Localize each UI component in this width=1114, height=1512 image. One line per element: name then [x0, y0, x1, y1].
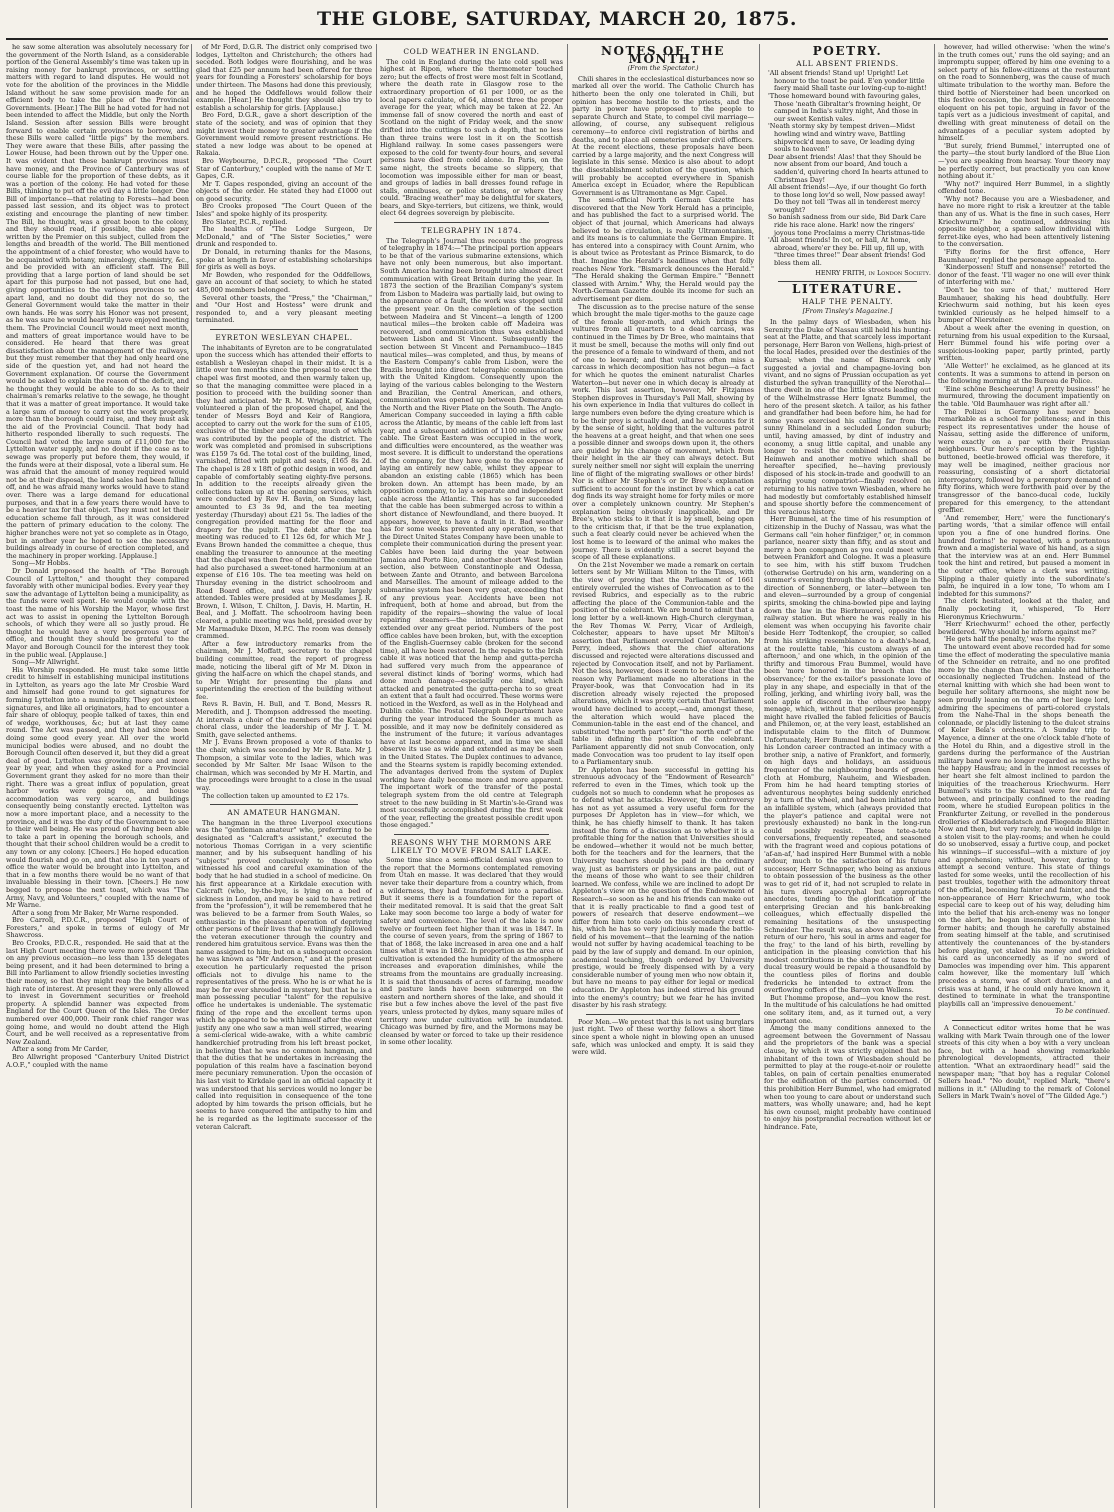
paragraph: After a song from Mr Baker, Mr Warne responded. — [12, 908, 179, 917]
paragraph: Bro Slater, P.C.R., replied. — [202, 217, 288, 226]
paragraph: Chili shares in the ecclesiastical disturbances now so marked all over the world. The Catholic Church has hitherto been the only one tolerated in Chili, but opinion has become hostile to the priests, and the party in power have proposed to the people to separate Church and State, to compel civil marriage—allowing, of course, any subsequent religious ceremony—to enforce civil registration of births and deaths, and to place all cemeteries under civil officers. At the recent elections, these proposals have been carried by a large majority, and the next Congress will legislate in this sense. Mexico is also about to adopt the disestablishment solution of the question, which will probably be accepted everywhere in Spanish America except in Ecuador, where the Republican Government is as Ultramontane as Mgr. Capel. — [572, 74, 754, 197]
paragraph: After a few introductory remarks from the chairman, Mr J. Moffatt, secretary to the chapel building committee, read the report of progress made, noticing the liberal gift of Mr M. Dixon in giving the half-acre on which the chapel stands, and to Mr Wright for presenting the plans and superintending the erection of the building without fee. — [196, 639, 372, 701]
article-heading: COLD WEATHER IN ENGLAND. — [403, 47, 540, 56]
column-separator — [567, 44, 568, 1508]
paragraph: The collection taken up amounted to £2 17s. — [202, 791, 350, 800]
paragraph: 'Don't be too sure of that,' muttered Herr Baumhauer, shaking his head doubtfully. Herr Kriechwurm said nothing, but his keen eyes twinkled curiously as he helped himself to a bumper of Niersteiner. — [938, 286, 1110, 325]
paragraph: Mr T. Gapes responded, giving an account of the objects of the order. He stated they had £1000 out on good security. — [196, 179, 372, 203]
paragraph: Song—Mr Hobbs. — [12, 559, 71, 568]
paragraph: A Connecticut editor writes home that he was walking with Mark Twain through one of the lower streets of this city when a boy with a very unclean face, but with a head showing remarkable phrenological developments, attracted their attention. "What an extraordinary head!" said the newspaper man; "that boy has a regular Colonel Sellers head." "No doubt," replied Mark, "there's millions in it." (Alluding to the remark of Colonel Sellers in Mark Twain's novel of "The Gilded Age.") — [938, 1024, 1110, 1101]
paragraph: 'He gets half the penalty,' was the reply. — [944, 635, 1076, 644]
article-heading: TELEGRAPHY IN 1874. — [421, 226, 522, 236]
paragraph: The clerk hesitated, looked at the thaler, and finally pocketing it, whispered, 'To Herr Hieronymus Kriechwurm.' — [938, 597, 1110, 621]
poem — [764, 70, 931, 267]
column-2 — [196, 44, 372, 1508]
paragraph: On the 21st November we made a remark on certain letters sent by Mr William Milton to the Times, with the view of proving that the Parliament of 1661 entirely overruled the wishes of Convocation as to the revised Rubrics, and especially as to the rubric affecting the place of the Communion-table and the position of the celebrant. We are bound to admit that a long letter by a well-known High-Church clergyman, the Rev Thomas W. Perry, Vicar of Ardleigh, Colchester, appears to have upset Mr Milton's assertion that Parliament overruled Convocation. Mr Perry, indeed, shows that the chief alterations discussed and rejected were alterations discussed and rejected by Convocation itself, and not by Parliament. Not the less, however, does it seem to be clear that the reason why Parliament made no alterations in the Prayer-book, was that Convocation had in its discretion already wisely rejected the proposed alterations, which it was pretty certain that Parliament would have declined to accept,—and, amongst these, the alteration which would have placed the Communion-table in the east end of the chancel, and substituted "the north part" for "the north end" of the table in defining the position of the celebrant. Parliament apparently did not snub Convocation, only made Convocation was too prudent to lay itself open to a Parliamentary snub. — [572, 560, 754, 767]
paragraph: Poor Men.—We protest that this is not using burglars just right. Two of these worthy fellows a short time since spent a whole night in blowing open an unused safe, which was unlocked and empty. It is said they were wild. — [572, 1017, 754, 1057]
article-rule — [952, 1020, 1096, 1021]
paragraph: His Worship responded. He must take some little credit to himself in establishing municipal institutions in Lyttelton, as years ago the late Mr Crosbie Ward and himself had gone round to get signatures for forming Lyttelton into a municipality. They got sixteen signatures, and like all originators, had to encounter a fair share of obloquy, people talked of taxes, thin end of wedge, workhouses, &c; but at last they came round. The Act was passed, and they had since been doing some good every year. All over the world municipal bodies were abused, and no doubt the Borough Council often deserved it, but they did a great deal of good. Lyttelton was growing more and more year by year, and when they asked for a Provincial Government grant they asked for no more than their right. There was a great influx of population, great harbor works were going on, and house accommodation was very scarce, and buildings consequently being constantly erected. Lyttelton was now a more important place, and a necessity to the province, and it was the duty of the Government to see to their well being. He was proud of having been able to take a part in opening the borough schools, and thought that their school children would be a credit to any town or any colony. [Cheers.] He hoped education would flourish and go on, and that also in ten years of office the water would be brought into Lyttelton, and that in a few months there would be no want of that invaluable blessing in their town. [Cheers.] He now begged to propose the next toast, which was "The Army, Navy, and Volunteers," coupled with the name of Mr Warne. — [6, 665, 189, 910]
section-heading: LITERATURE. — [791, 282, 904, 297]
section-heading: NOTES OF THE MONTH. — [600, 44, 726, 66]
poem-stanza: Dear absent friends! Alas! that they Should be now absent from our board, And touch a sadden'd, quivering chord In hearts attuned to Christmas Day! — [768, 152, 929, 184]
paragraph: Several other toasts, the "Press," the "Chairman," and "Our Host and Hostess" were drunk and responded to, and a very pleasant meeting terminated. — [196, 293, 372, 325]
column-separator — [376, 44, 377, 1508]
paragraph: Bro Weybourne, D.P.C.R., proposed "The Court Star of Canterbury," coupled with the name of Mr T. Gapes, C.R. — [196, 156, 372, 181]
paragraph: The discussion as to the precise nature of the sense which brought the male tiger-moths to the gauze cage of the female tiger-moth, and which brings the vultures from all quarters to a dead carcass, was continued in the Times by Dr Bree, who maintains that it must be smell, because the moths will only find out the presence of a female to windward of them, and not of one to leeward; and that vultures often miss a carcass in which decomposition has not begun—a fact for which he quotes the eminent naturalist Charles Waterton—but never one in which decay is already at work. This last assertion, however, Mr Fitzjames Stephen disproves in Thursday's Pall Mall, showing by his own experience in India that vultures do collect in large numbers even before the dying creature which is to be their prey is actually dead, and he accounts for it by the sense of sight, holding that the vultures patrol the heavens at a great height, and that when one sees a possible dinner and swoops down upon it, the others are guided by his change of movement, which from their height in the air they can always detect. But surely neither smell nor sight will explain the unerring line of flight of the migrating swallows or other birds! Nor is either Mr Stephen's or Dr Bree's explanation sufficient to account for the instinct by which a cat or dog finds its way straight home for forty miles or more over a completely unknown country. Mr Stephen's explanation being obviously inapplicable, and Dr Bree's, who sticks to it that it is by smell, being open to the criticism that, if that be the true explanation, such a feat clearly could never be achieved when the lost home is to leeward of the animal who makes the journey. There is evidently still a secret beyond the scope of all these explanations. — [572, 302, 754, 562]
paragraph: he saw some alteration was absolutely necessary for the government of the North Island, as a considerable portion of the General Assembly's time was taken up in raising money for bankrupt provinces, or settling matters with regard to land disputes. He would not vote for the abolition of the provinces in the Middle Island without he saw some provision made for an efficient body to take the place of the Provincial Governments. [Hear.] The Bill he had voted for had not been intended to affect the Middle, but only the North Island. Session after session Bills were brought forward to enable certain provinces to borrow, and these Bills were called "little pigs" by the members. They were aware that these Bills, after passing the Lower House, had been thrown out by the Upper one. It was evident that these bankrupt provinces must have money, and the Province of Canterbury was of course liable for the proportion of these debts, as it was a portion of the colony. He had voted for these Bills, thinking to put off the evil day a little longer. One Bill of importance—that relating to Forests—had been passed last session, and its object was to protect existing and encourage the planting of new timber. The Bill, he thought, was a great boon to the colony, and they should read, if possible, the able paper written by the Premier on this subject, culled from the lengths and breadth of the world. The Bill mentioned the appointment of a chief forester, who would have to be acquainted with botany, mineralogy, chemistry, &c., and be provided with an efficient staff. The Bill providing that a large portion of land should be set apart for this purpose had not passed, but one had, giving opportunities to the various provinces to set apart land, and no doubt did they not do so, the General Government would take the matter in their own hands. He was sorry his Honor was not present, as he was sure he would heartily have enjoyed meeting them. The Provincial Council would meet next month, and matters of great importance would have to be considered. He heard that there was great dissatisfaction about the management of the railways, but they must remember that they had only heard one side of the question yet, and had not heard the Government explanation. Of course the Government would be asked to explain the reason of the deficit, and he thought they would be able to do so. As to their chairman's remarks relative to the sewage, he thought that it was a matter of great importance. It would take a large sum of money to carry out the work properly, more than the borough could raise, and they must ask the aid of the Provincial Council. That body had hitherto responded liberally to such requests. The Council had voted the large sum of £11,000 for the Lyttelton water supply, and no doubt if the case as to sewage was properly put before them, they would, if the funds were at their disposal, vote a liberal sum. He was afraid that the amount of money required would not be at their disposal, the land sales had been falling off, and he was afraid many works would have to stand over. There was a large demand for educational purposes, and that in a few years there would have to be a heavier tax for that object. They must not let their education scheme fall through, as it was considered the pattern of primary education to the colony. The higher branches were not yet so complete as in Otago, but in another year he hoped to see the necessary buildings already in course of erection completed, and the machinery in proper working. [Applause.] — [6, 44, 189, 560]
column-5 — [764, 44, 931, 1508]
paragraph: Mr Bowden, who responded for the Oddfellows, gave an account of that society, to which he stated 485,000 members belonged. — [196, 270, 372, 294]
paragraph: Dr Donald proposed the health of "The Borough Council of Lyttelton," and thought they compared favorably with other municipal bodies. Every year they saw the advantage of Lyttelton being a municipality, as the funds were well spent. He would couple with the toast the name of his Worship the Mayor, whose first act was to assist in opening the Lyttelton Borough schools, of which they were all so justly proud. He thought he would have a very prosperous year of office, and thought they should be grateful to the Mayor and Borough Council for the interest they took in the public weal. [Applause.] — [6, 566, 189, 659]
paragraph: The Polizei in Germany has never been remarkable as a school for politeness; and in this respect its representatives under the house of Nassau, setting aside the difference of uniform, were exactly on a par with their Prussian neighbours. Our hero's reception by the tightly-buttoned, beetle-browed official was therefore, it may well be imagined, neither gracious nor reassuring, consisting of a short dictatorial interrogatory, followed by a peremptory demand of fifty florins, which were forthwith paid over by the transgressor of the banco-ducal code, luckily prepared for this emergency, to the attendant greffier. — [938, 407, 1110, 515]
article-rule — [210, 804, 358, 805]
poem-stanza: All absent friends!—Aye, if our thought Go forth to those long lov'd so well, Now passed away! Do they not tell 'Twas all in tenderest mercy wrought? — [768, 183, 927, 214]
paragraph: The semi-official North German Gazette has discovered that the New York Herald has a principle, and has published the fact to a surprised world. The object of that journal, which Americans had always believed to be circulation, is really Ultramontanism, and its means is to calumniate the German Empire. It has entered into a conspiracy with Count Arnim, who is about twice as Protestant as Prince Bismarck, to do that. Imagine the Herald's headlines when that folly reaches New York. "Bismarck denounces the Herald." "The Herald shaking the German Empire." "Bennett classed with Arnim." Why, the Herald would pay the North-German Gazette double its income for such an advertisement per diem. — [572, 196, 754, 303]
column-separator — [934, 44, 935, 1508]
section-source: (From the Spectator.) — [627, 64, 699, 73]
paragraph: 'And remember, Herr,' were the functionary's parting words, 'that a similar offence will entail upon you a fine of one hundred florins. One hundred florins!' he repeated, with a portentous frown and a magisterial wave of his hand, as a sign that the interview was at an end. Herr Bummel took the hint and retired, but paused a moment in the outer office, where a clerk was writing. Slipping a thaler quietly into the subordinate's palm, he inquired in a low tone, 'To whom am I indebted for this summons?' — [938, 513, 1110, 598]
paragraph: Bro Ford, D.G.R., gave a short description of the state of the society, and was of opinion that they might invest their money to greater advantage if the Government would remove present restrictions. He stated a new lodge was about to be opened at Rakaia. — [196, 111, 372, 158]
poem-signature: HENRY FRITH, in London Society. — [815, 268, 931, 277]
column-4 — [572, 44, 754, 1508]
article-rule — [210, 329, 358, 330]
paragraph: 'Why not? Because you are a Wiesbadener, and have no more right to risk a kreutzer at the table than any of us. What is the fine in such cases, Herr Kriechwurm?' he continued, addressing his opposite neighbor, a spare sallow individual with ferret-like eyes, who had been attentively listening to the conversation. — [938, 194, 1110, 249]
article-rule — [394, 834, 549, 835]
paragraph: 'But surely, friend Bummel,' interrupted one of the party—the stout burly landlord of the Blue Lion—'you are speaking from hearsay. Your theory may be perfectly correct, but practically you can know nothing about it.' — [938, 141, 1110, 181]
paragraph: 'Kinderpossen! Stuff and nonsense!' retorted the donor of the feast. 'I'll wager no one will ever think of interfering with me.' — [938, 263, 1110, 287]
paragraph: Bro Crooks proposed "The Court Queen of the Isles" and spoke highly of its prosperity. — [196, 202, 372, 219]
paragraph: Mr J. Evans Brown proposed a vote of thanks to the chair, which was seconded by Mr R. Bate. Mr J. Thompson, a similar vote to the ladies, which was seconded by Mr Salter. Mr Isaac Wilson to the chairman, which was seconded by Mr H. Martin, and the proceedings were brought to a close in the usual way. — [196, 738, 372, 792]
paragraph: Dr Appleton has been successful in getting his strenuous advocacy of the "Endowment of Research" referred to even in the Times, which took up the cudgels not so much to condemn what he proposes as to defend what he attacks. However, the controversy has not as yet assumed a very useful form for the purposes Dr Appleton has in view—for which, we think, he has chiefly himself to thank. It has taken instead the form of a discussion as to whether it is a profitable thing for the nation that Universities should be endowed—whether it would not be much better, both for the teachers and for the learners, that the University teachers should be paid in the ordinary way, just as barristers or physicians are paid, out of the means of those who want to see their children learned. We confess, while we are inclined to adopt Dr Appleton's view on the question of the Endowment of Research—so soon as he and his friends can make out that it is really practicable to find a good test of powers of research that deserve endowment—we differ from him toto caelo on this secondary crest of his, which he has so very judiciously made the battle-field of his movement—that the learning of the nation would not suffer by having academical teaching to be paid by the law of supply and demand. In our opinion, academical teaching, though ordered by University prestige, would be freely dispensed with by a very considerable number of young men who now obtain it, but have no means to pay either for legal or medical education. Dr Appleton has indeed stirred his ground into the enemy's country; but we fear he has invited disaster by his rash strategy. — [572, 765, 754, 1010]
poem-stanza: 'Those homeward bound with favouring gales, Those 'neath Gibraltar's frowning height, Or camped in India's sultry night, And those in our sweet Kentish vales. — [768, 91, 921, 123]
paragraph: In the palmy days of Wiesbaden, when his Serenity the Duke of Nassau still held his hunting-seat at the Platte, and that scarcely less important personage, Herr Baron von Wellens, high-priest of the local Hades, presided over the destinies of the Kursaal; when the name of Bismarck only suggested a jovial and champagne-loving bon vivant, and no signs of Prussian occupation as yet disturbed the sylvan tranquillity of the Nerothal—there dwelt in one of the little streets leading out of the Wilhelmstrasse Herr Ignatz Bummel, the hero of the present sketch. A tailor, as his father and grandfather had been before him, he had for some years exercised his calling far from the sunny Rhineland in a secluded London suburb; until, having amassed, by dint of industry and economy, a snug little capital, and unable any longer to resist the combined influences of Heimweh and another motive which shall be hereafter specified, he—having previously disposed of his stock-in-trade and goodwill to an aspiring young compatriot—finally resolved on returning to his native town Wiesbaden, where he had modestly but comfortably established himself and spouse shortly before the commencement of this veracious history. — [764, 318, 931, 516]
column-1 — [6, 44, 189, 1508]
column-6 — [938, 44, 1110, 1508]
paragraph: The untoward event above recorded had for some time the effect of moderating the speculative mania of the Schneider en retraite, and no one profited more by the change than the amiable and hitherto occasionally neglected Trudchen. Instead of the eternal knitting with which she had been wont to beguile her solitary afternoons, she might now be seen proudly leaning on the arm of her liege lord, admiring the specimens of parti-colored crystals from the Nahe-Thal in the shops beneath the colonnade, or placidly listening to the dulcet strains of Keler Bela's orchestra. A Sunday trip to Mayence, a dinner at the one o'clock table d'hote of the Hotel du Rhin, and a digestive stroll in the gardens during the performance of the Austrian military band were no longer regarded as myths by the happy Hausfrau; and in the inmost recesses of her heart she felt almost inclined to pardon the iniquities of the treacherous Kriechwurm. Herr Bummel's visits to the Kursaal were few and far between, and principally confined to the reading room, where he studied European politics in the Frankfurter Zeitung, or revelled in the ponderous drolleries of Kladderadatsch and Fliegende Blätter. Now and then, but very rarely, he would indulge in a stolen visit to the play-rooms; and when he could do so unobserved, essay a furtive coup, and pocket his winnings—if successful—with a mixture of joy and apprehension; without, however, daring to attempt a second venture. This state of things lasted for some weeks, until the recollection of his past troubles, together with the admonitory threat of the official, becoming fainter and fainter, and the non-appearance of Herr Kriechwurm, who took especial care to keep out of his way, deluding him into the belief that his arch-enemy was no longer on the alert, he began insensibly to resume his former habits; and though he carefully abstained from seating himself at the table, and scrutinised attentively the countenances of the by-standers before playing, yet staked his money and pricked his card as unconcernedly as if no sword of Damocles was impending over him. This apparent calm however, like the momentary lull which precedes a storm, was of short duration, and a crisis was at hand, if he could only have known it, destined to terminate in what the transpontine playbills call an 'impressive denouement.' — [938, 642, 1110, 1008]
paragraph: Revs R. Bavin, H. Bull, and T. Bond, Messrs R. Meredith, and J. Thompson addressed the meeting. At intervals a choir of the members of the Kaiapoi choral class, under the leadership of Mr J. T. M. Smith, gave selected anthems. — [196, 700, 372, 739]
column-separator — [191, 44, 192, 1508]
poem-title: ALL ABSENT FRIENDS. — [796, 58, 899, 68]
paragraph: 'Fifty florins for the first offence, Herr Baumhauer,' replied the personage appealed to. — [938, 248, 1110, 264]
article-heading: REASONS WHY THE MORMONS ARE LIKELY TO MOVE FROM SALT LAKE. — [391, 837, 552, 855]
paragraph: Song—Mr Allwright. — [12, 658, 80, 667]
paragraph: The hangman in the three Liverpool executions was the "gentleman amateur" who, preferring to be designated as "Calcraft's assistant," executed the notorious Thomas Corrigan in a very scientific manner, and by his subsequent handling of his "subjects" proved conclusively to those who witnessed his cool and careful examination of the body that he had studied in a school of medicine. On his first appearance at a Kirkdale execution with Calcraft (who, by-the-bye, is lying on a bed of sickness in London, and may be said to have retired from the "profession"), it will be remembered that he was believed to be a farmer from South Wales, so enthusiastic in the pleasant operation of depriving other persons of their lives that he willingly followed the veteran executioner through the country and rendered him gratuitous service. Evans was then the name assigned to him; but on a subsequent occasion he was known as "Mr Anderson," and at the present execution he particularly requested the prison officials not to divulge his name to the representatives of the press. Who he is or what he is may be for ever shrouded in mystery, but that he is a man possessing peculiar "talent" for the repulsive office he undertakes is undeniable. The systematic fixing of the rope and the excellent terms upon which he appeared to be with himself after the event justify any one who saw a man well stirred, wearing a semi-clerical wide-awake, with a white cambric handkerchief protruding from his left breast pocket, in believing that he was no common hangman, and that the duties that he undertakes in increasing the population of this realm have a fascination beyond mere pecuniary remuneration. Upon the occasion of his last visit to Kirkdale gaol in an official capacity it was understood that his services would no longer be called into requisition in consequence of the tone adopted by him towards the prison officials, but he seems to have conquered the antipathy to him and he is regarded as the legitimate successor of the veteran Calcraft. — [196, 818, 372, 1131]
article-rule — [394, 222, 549, 223]
paragraph: But l'homme propose, and—you know the rest. In the multitude of his calculations he had omitted one solitary item, and, as it turned out, a very important one. — [764, 993, 931, 1025]
paragraph: 'Why not?' inquired Herr Bummel, in a slightly offended tone. — [938, 179, 1110, 196]
article-heading: EYRETON WESLEYAN CHAPEL. — [215, 332, 353, 342]
paragraph: Some time since a semi-official denial was given to the report that the Mormons contemplated removing from Utah en masse. It was declared that they would never take their departure from a country which, from a wilderness, they had transformed into a paradise. But it seems there is a foundation for the report of their meditated removal. It is said that the great Salt Lake may soon become too large a body of water for safety and convenience. The level of the lake is now twelve or fourteen feet higher than it was in 1847. In the course of seven years, from the spring of 1867 to that of 1868, the lake increased in area one and a half times what it was in 1862. In proportion as the area of cultivation is extended the humidity of the atmosphere increases and evaporation diminishes, while the streams from the mountains are gradually increasing. It is said that thousands of acres of farming, meadow and pasture lands have been submerged on the eastern and northern shores of the lake, and should it rise but a few inches above the level of the past five years, unless protected by dykes, many square miles of territory now under cultivation will be inundated. Chicago was burned by fire, and the Mormons may be cleansed by water or forced to take up their residence in some other locality. — [380, 856, 563, 1047]
paragraph: Among the many conditions annexed to the agreement between the Government of Nassau and the proprietors of the bank was a special clause, by which it was strictly enjoined that no inhabitant of the town of Wiesbaden should be permitted to play at the rouge-et-noir or roulette tables, on pain of certain penalties enumerated for the edification of the parties concerned. Of this prohibition Herr Bummel, who had emigrated when too young to care about or understand such matters, was wholly unaware; and, had he kept his own counsel, might probably have continued to enjoy his postprandial recreation without let or hindrance. Fate, — [764, 1024, 931, 1131]
poem-stanza: So banish sadness from our side, Bid Dark Care ride his race alone. Hark! now the ringers' joyous tone Proclaims a merry Christmas-tide — [768, 213, 927, 237]
paragraph: however, had willed otherwise: 'when the wine's in the truth comes out,' runs the old saying; and an impromptu supper, offered by him one evening to a select party of his fellow-citizens at the restaurant on the road to Sonnenberg, was the cause of much ultimate tribulation to the worthy man. Before the third bottle of Niersteiner had been uncorked on this festive occasion, the host had already become eloquent on his pet topic, arguing in favor of the tapis vert as a judicious investment of capital, and dwelling with great minuteness of detail on the advantages of a peculiar system adopted by himself. — [938, 44, 1110, 143]
paragraph: About a week after the evening in question, on returning from his usual expedition to the Kursaal, Herr Bummel found his wife poring over a suspicious-looking paper, partly printed, partly written. — [938, 323, 1110, 363]
to-be-continued: To be continued. — [1055, 1007, 1110, 1016]
masthead: THE GLOBE, SATURDAY, MARCH 20, 1875. — [316, 8, 798, 30]
article-heading: AN AMATEUR HANGMAN. — [227, 808, 341, 818]
paragraph: After a song from Mr Carder, — [12, 1045, 109, 1054]
poem-stanza: 'All absent friends! In cot, or hall, At home, abroad, where'er they be. Fill up, fill up, with "three times three!" Dear absent friends! God bless them all. — [768, 236, 926, 268]
paragraph: The healths of "The Lodge Surgeon, Dr McDonald," and of "The Sister Societies," were drunk and responded to. — [196, 225, 372, 249]
paragraph: The Telegraph's Journal thus recounts the progress of telegraphy in 1874:—"The principal portion appears to be that of the various submarine extensions, which have not only been numerous, but also important. South America having been brought into almost direct communication with Great Britain during the year. In 1873 the section of the Brazilian Company's system from Lisbon to Madeira was partially laid, but owing to the appearance of a fault, the work was stopped until the present year. On the completion of the section between Madeira and St Vincent—a length of 1200 nautical miles—the broken cable off Madeira was recovered, and communication thus was established between Lisbon and St Vincent. Subsequently the section between St Vincent and Pernambuco—1845 nautical miles—was completed, and thus, by means of the Eastern Company's cable from Lisbon, were the Brazils brought into direct telegraphic communication with the United Kingdom. Consequently upon the laying of the various cables belonging to the Western and Brazilian, the Central American, and others, communication was opened up between Demerara on the North and the River Plate on the South. The Anglo-American Company succeeded in laying a fifth cable across the Atlantic, by means of the cable left from last year, and a subsequent addition of 1100 miles of new cable. The Great Eastern was occupied in the work, and difficulties were encountered, as the weather was most severe. It is difficult to understand the operations of the company, for they have gone to the expense of laying an entirely new cable, whilst they appear to abandon an existing cable (1865) which has been broken down. An attempt has been made, by an opposition company, to lay a separate and independent cable across the Atlantic. This has so far succeeded that the cable has been submerged across to within a short distance of Newfoundland, and there buoyed. It appears, however, to have a fault in it. Bad weather has for some weeks prevented any operation, so that the Direct United States Company have been unable to complete their communication during the present year. Cables have been laid during the year between Jamaica and Porto Rico, and another short West Indian section, also between Constantinople and Odessa, between Zante and Otranto, and between Barcelona and Marseilles. The amount of mileage added to the submarine system has been very great, exceeding that of any previous year. Accidents have been not infrequent, both at home and abroad, but from the rapidity of the repairs—showing the value of local repairing steamers—the interruptions have not extended over any great period. Numbers of the post office cables have been broken, but, with the exception of the English-Guernsey cable (broken for the second time), all have been restored. In the repairs to the Irish cable it was noticed that the hemp and gutta-percha had suffered very much from the appearance of several distinct kinds of 'boring' worms, which had done much damage—especially one kind, which attacked and penetrated the gutta-percha to so great an extent that a fault had occurred. These worms were noticed in the Wexford, as well as in the Holyhead and Dublin cable. The Postal Telegraph Department have during the year introduced the Sounder as much as possible, and it may now be definitely considered as the instrument of the future; it various advantages have at last become apparent, and in time we shall observe its use as wide and extended as may be seen in the United States. The Duplex continues to advance, and the Stearns system is rapidly becoming extended. The advantages derived from the system of Duplex working have daily become more and more apparent. The important work of the transfer of the postal telegraph system from the old centre at Telegraph street to the new building in St Martin's-le-Grand was most successfully accomplished during the first week of the year, reflecting the greatest possible credit upon those engaged." — [380, 236, 563, 830]
column-separator — [759, 44, 760, 1508]
paragraph: of Mr Ford, D.G.R. The district only comprised two lodges, Lyttelton and Christchurch; the others had seceded. Both lodges were flourishing, and he was glad that £25 per annum had been offered for three years for founding a Foresters' scholarship for boys under thirteen. The Masons had done this previously, and he hoped the Oddfellows would follow their example. [Hear.] He thought they should also try to establish a scholarship for girls. [Applause.] — [196, 44, 372, 112]
article-rule — [586, 1014, 740, 1015]
paragraph: 'Eine schöne Bescheerung! A pretty business!' he murmured, throwing the document impatiently on the table. 'Old Baumhauer was right after all.' — [938, 384, 1110, 408]
paragraph: Bro Crooks, P.D.C.R., responded. He said that at the last High Court meeting there were more present than on any previous occasion—no less than 135 delegates being present, and it had been determined to bring a Bill into Parliament to allow friendly societies investing their money, so that they might reap the benefits of a high rate of interest. At present they were only allowed to invest in Government securities or freehold property. A splendid banner was expected from England for the Court Queen of the Isles. The Order numbered over 400,000. Their rank chief ranger was going home, and would no doubt attend the High Court, and be well received as a representative from New Zealand. — [6, 939, 189, 1046]
paragraph: 'Herr Kriechwurm!' echoed the other, perfectly bewildered. 'Why should he inform against me?' — [938, 620, 1110, 636]
section-heading: POETRY. — [812, 44, 883, 58]
paragraph: Bro Allwright proposed "Canterbury United District A.O.F.," coupled with the name — [6, 1052, 189, 1069]
masthead-rule — [6, 38, 1108, 40]
paragraph: The inhabitants of Eyreton are to be congratulated upon the success which has attended their efforts to establish a Wesleyan chapel in their midst. It is a little over ten months since the proposal to erect the chapel was first mooted, and then warmly taken up, so that the managing committee were placed in a position to proceed with the building sooner than they had anticipated. Mr R. M. Wright, of Kaiapoi, volunteered a plan of the proposed chapel, and the tender of Messrs Boyd and Keir of Rangiora, accepted to carry out the work for the sum of £105, exclusive of the timber and cartage, much of which was contributed by the people of the district. The work was completed and promised in subscriptions was £159 7s 6d. The total cost of the building, lined, varnished, fitted with pulpit and seats, £165 8s 2d. The chapel is 28 x 18ft of gothic design in wood, and capable of comfortably seating eighty-five persons. In addition to the receipts already given the collections taken up at the opening services, which were conducted by Rev H. Bavin, on Sunday last, amounted to £3 3s 9d, and the tea meeting yesterday (Thursday) about £21 5s. The ladies of the congregation provided matting for the floor and drapery for the pulpit. The debt after the tea meeting was reduced to £1 12s 6d, for which Mr J. Evans Brown handed the committee a cheque, thus enabling the treasurer to announce at the meeting that the chapel was then free of debt. The committee had also purchased a sweet-toned harmonium at an expense of £16 10s. The tea meeting was held on Thursday evening in the district schoolroom and Road Board office, and was unusually largely attended. Tables were presided at by Mesdames J. R. Brown, I. Wilson, T. Chilton, J. Davis, H. Martin, H. Beal, and J. Moffatt. The schoolroom having been cleared, a public meeting was held, presided over by Mr Marmaduke Dixon, M.P.C. The room was densely crammed. — [196, 343, 372, 641]
paragraph: Dr Donald, in returning thanks for the Masons, spoke at length in favor of establishing scholarships for girls as well as boys. — [196, 248, 372, 272]
paragraph: 'Alle Wetter!' he exclaimed, as he glanced at its contents. It was a summons to attend in person on the following morning at the Bureau de Police. — [938, 361, 1110, 386]
paragraph: Bro Carroll, P.D.C.R., proposed "High Court of Foresters," and spoke in terms of eulogy of Mr Shawcross. — [6, 916, 189, 940]
story-title: HALF THE PENALTY. — [801, 296, 894, 306]
paragraph: Herr Bummel, at the time of his resumption of citizenship in the Duchy of Nassau, was what the Germans call "ein hoher fünfziger," or, in common parlance, nearer sixty than fifty, and as stout and merry a bon compagnon as you could meet with between Frankfort and Cologne. It was a pleasure to see him, with his stiff buxom Trudchen (otherwise Gertrude) on his arm, wandering on a summer's evening through the shady allege in the direction of Sonnenberg, or later—between ten and eleven—surrounded by a group of congenial spirits, smoking the china-bowled pipe and laying down the law in the Bierbrauerei, opposite the railway station. But where he was really in his element was when occupying his favorite chair beside Herr Todtenkopf, the croupier, so called from his striking resemblance to a death's-head, at the roulette table, 'his custom always of an afternoon,' and one which, in the opinion of the thrifty and timorous Frau Bummel, would have been 'more honored in the breach than the observance;' for the ex-tailor's passionate love of play in any shape, and especially in that of the rolling, jerking, and whirling ivory ball, was the sole apple of discord in the otherwise happy menage, which, without that perilous propensity, might have rivalled the fabled felicities of Baucis and Philemon, or, at the very least, established an indisputable claim to the flitch of Dunmow. Unfortunately, Herr Bummel had in the course of his London career contracted an intimacy with a brother snip, a native of Frankfort, and formerly, on high days and holidays, an assiduous frequenter of the neighbouring boards of green cloth at Homburg, Nauheim, and Wiesbaden. From him he had heard tempting stories of adventurous neophytes being suddenly enriched by a turn of the wheel, and had been initiated into an infallible system, which (always provided that the player's patience and capital were not previously exhausted) no bank in the long-run could possibly resist. These tete-a-tete conversations, frequently repeated, and seasoned with the fragrant weed and copious potations of 'af-an-af,' had inspired Herr Bummel with a noble ardour, much to the satisfaction of his future successor, Herr Schnapper, who being as anxious to obtain possession of the business as the other was to get rid of it, had not scrupled to relate in his turn divers apocryphal but appropriate anecdotes, tending to the glorification of the enterprising Grecian and his bank-breaking colleagues, which effectually dispelled the remaining hesitations of the unsuspecting Schneider. The result was, as above narrated, the return of our hero, 'his soul in arms and eager for the fray,' to the land of his birth, revelling by anticipation in the pleasing conviction that his modest contributions in the shape of taxes to the ducal treasury would be repaid a thousandfold by the countless piles of florins and double fredericks he intended to extract from the overflowing coffers of the Baron von Wellens. — [764, 515, 931, 995]
column-3 — [380, 44, 563, 1508]
story-source: [From Tinsley's Magazine.] — [802, 307, 893, 316]
poem-stanza: 'All absent friends! Stand up! Upright! Let honour to the toast be paid. E'en yonder little faery maid Shall taste our loving-cup to-night! — [768, 69, 927, 93]
poem-stanza: 'Neath stormy sky by tempest driven—Midst howling wind and wintry wave, Battling shipwreck'd men to save, Or leading dying souls to heaven!' — [768, 122, 915, 154]
paragraph: The cold in England during the late cold spell was highest at Ripon, where the thermometer touched zero; but the effects of frost were most felt in Scotland, where the death rate in Glasgow rose to the extraordinary proportion of 61 per 1000, or as the local papers calculate, of 64, almost three the proper average for the year, which may be taken at 22. An immense fall of snow covered the north and east of Scotland on the night of Friday week, and the snow drifted into the cuttings to such a depth, that no less than three trains were lost in it on the Scottish Highland railway. In some cases passengers were exposed to the cold for twenty-four hours, and several persons have died from cold alone. In Paris, on the same night, the streets became so slippery, that locomotion was impossible either for man or beast, and groups of ladies in ball dresses found refuge in stalls, omnibuses, or police stations, or where they could. "Bracing weather" may be delightful for skaters, bears, and Skye-terriers, but citizens, we think, would elect 64 degrees sovereign by plebiscite. — [380, 57, 563, 218]
